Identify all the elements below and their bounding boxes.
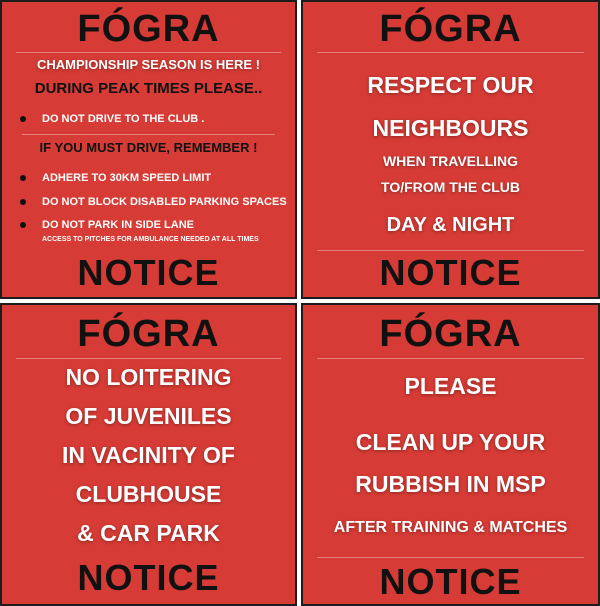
bullet-text: DO NOT DRIVE TO THE CLUB .	[42, 113, 205, 125]
panel-subheading: IF YOU MUST DRIVE, REMEMBER !	[39, 140, 258, 155]
notice-panel-neighbours	[301, 0, 600, 299]
panel-line: CLEAN UP YOUR	[355, 429, 546, 455]
bullet-icon	[20, 222, 26, 228]
bullet-text: DO NOT BLOCK DISABLED PARKING SPACES	[42, 196, 287, 208]
bullet-icon	[20, 175, 26, 181]
panel-line: CHAMPIONSHIP SEASON IS HERE !	[37, 57, 260, 72]
bullet-icon	[20, 199, 26, 205]
panel-line: WHEN TRAVELLING	[382, 153, 519, 169]
panel-line: PLEASE	[404, 373, 497, 399]
panel-footer: NOTICE	[77, 252, 220, 293]
divider	[16, 358, 281, 359]
bullet-icon	[20, 116, 26, 122]
panel-line: AFTER TRAINING & MATCHES	[333, 519, 568, 536]
panel-heading: FÓGRA	[77, 313, 220, 355]
panel-footer: NOTICE	[379, 561, 522, 602]
divider	[22, 134, 275, 135]
panel-line: NEIGHBOURS	[372, 115, 529, 141]
divider	[317, 358, 584, 359]
panel-heading: FÓGRA	[77, 8, 220, 50]
panel-line: DURING PEAK TIMES PLEASE..	[34, 80, 263, 97]
panel-line: RUBBISH IN MSP	[355, 471, 546, 497]
divider	[317, 557, 584, 558]
divider	[317, 52, 584, 53]
panel-line: RESPECT OUR	[367, 72, 534, 98]
notice-panel-loitering	[0, 303, 297, 606]
panel-line: & CAR PARK	[77, 520, 220, 546]
panel-footer: NOTICE	[77, 557, 220, 598]
panel-footer: NOTICE	[379, 252, 522, 293]
panel-line: TO/FROM THE CLUB	[381, 179, 520, 195]
notice-panel-championship	[0, 0, 297, 299]
panel-line: IN VACINITY OF	[62, 442, 235, 468]
divider	[16, 52, 281, 53]
bullet-note: ACCESS TO PITCHES FOR AMBULANCE NEEDED AT ALL TIMES	[42, 236, 259, 243]
divider	[317, 250, 584, 251]
panel-line: DAY & NIGHT	[386, 214, 515, 236]
panel-heading: FÓGRA	[379, 313, 522, 355]
panel-heading: FÓGRA	[379, 8, 522, 50]
panel-line: CLUBHOUSE	[75, 481, 222, 507]
notice-panel-rubbish	[301, 303, 600, 606]
bullet-text: DO NOT PARK IN SIDE LANE	[42, 219, 194, 231]
panel-line: NO LOITERING	[65, 364, 232, 390]
panel-line: OF JUVENILES	[65, 403, 232, 429]
bullet-text: ADHERE TO 30KM SPEED LIMIT	[42, 172, 212, 184]
